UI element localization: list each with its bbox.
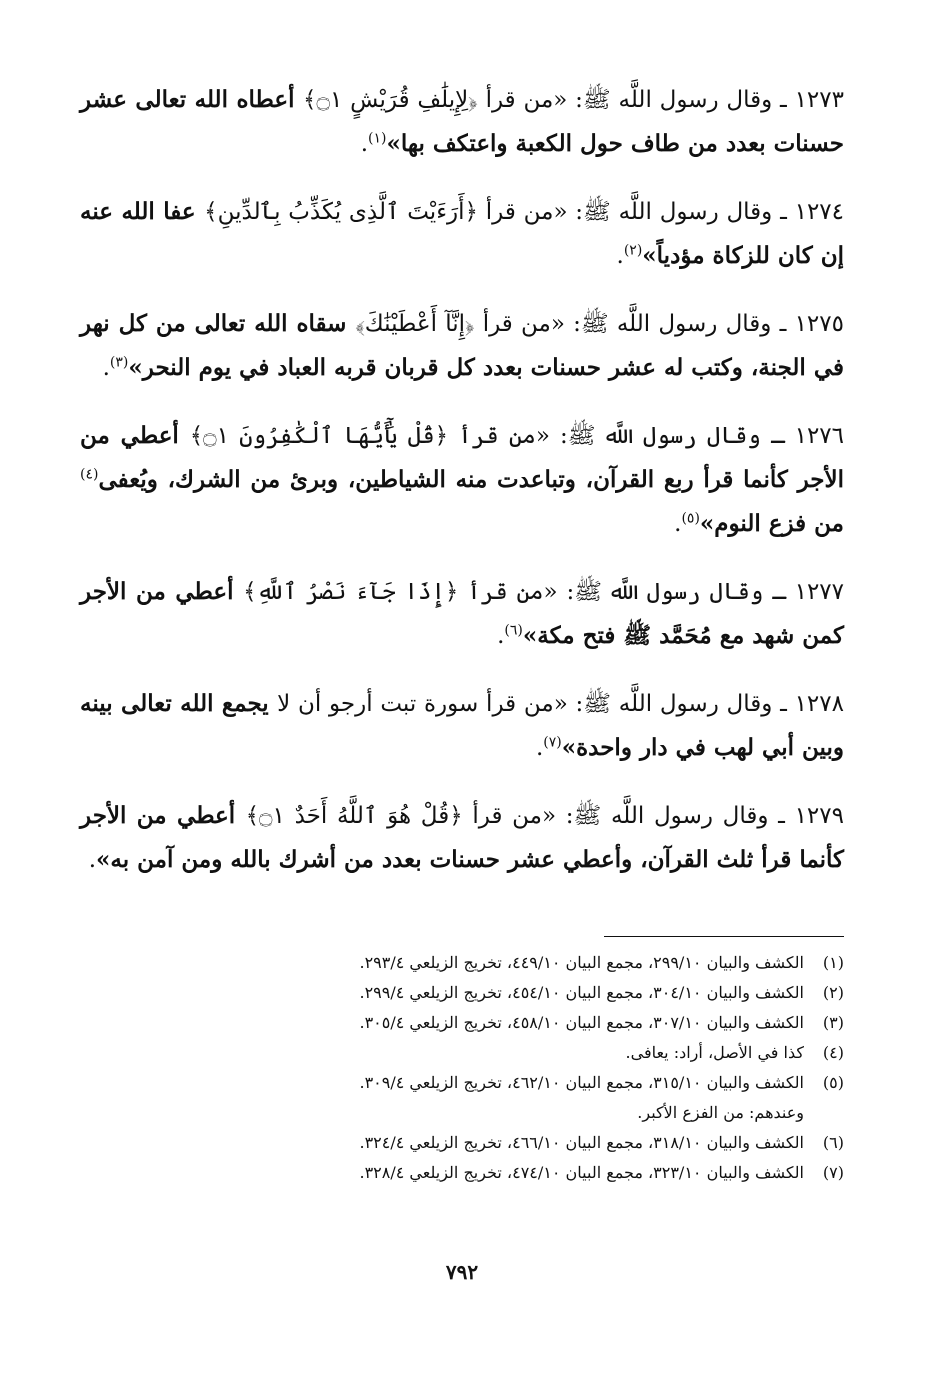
footnote-mark[interactable]: (٢) xyxy=(623,242,643,259)
entry-end: . xyxy=(360,131,368,157)
footnote-text: الكشف والبيان ٣١٨/١٠، مجمع البيان ٤٦٦/١٠، تخريج الزيلعي ٣٢٤/٤. xyxy=(359,1133,804,1152)
footnote-text: الكشف والبيان ٣٢٣/١٠، مجمع البيان ٤٧٤/١٠، تخريج الزيلعي ٣٢٨/٤. xyxy=(359,1163,804,1182)
entry-intro: ـ وقال رسول اللَّه ﷺ: «من قرأ ﴿إِنَّآ أَعْطَيْنَٰكَ﴾ xyxy=(355,311,795,337)
entry-body: أعطي من الأجر كمن شهد مع مُحَمَّد ﷺ فتح مكة» xyxy=(80,578,844,649)
entry-body: عفا الله عنه إن كان للزكاة مؤدياً» xyxy=(80,198,844,269)
hadith-entry-1277 xyxy=(80,570,844,658)
entry-body: سقاه الله تعالى من كل نهر في الجنة، وكتب له عشر حسنات بعدد كل قربان قربه العباد في يوم النحر» xyxy=(80,310,844,381)
entry-intro: ـ وقال رسول اللَّه ﷺ: «من قرأ سورة تبت أرجو أن لا xyxy=(277,691,795,717)
hadith-entry-1279 xyxy=(80,794,844,882)
entry-number: ١٢٧٧ xyxy=(794,579,845,605)
footnote-text: الكشف والبيان ٣٠٧/١٠، مجمع البيان ٤٥٨/١٠، تخريج الزيلعي ٣٠٥/٤. xyxy=(359,1013,804,1032)
entry-intro: ـ وقال رسول اللَّه ﷺ: «من قرأ ﴿أَرَءَيْتَ ٱلَّذِى يُكَذِّبُ بِٱلدِّينِ﴾ xyxy=(204,199,795,225)
footnote-7 xyxy=(80,1158,844,1188)
entry-number: ١٢٧٣ xyxy=(794,87,844,113)
footnote-number: (١) xyxy=(822,953,844,972)
hadith-entry-1273 xyxy=(80,78,844,166)
entry-intro: ـ وقال رسول اللَّه ﷺ: «من قرأ ﴿لِإِيلَٰفِ قُرَيْشٍ ۝١﴾ xyxy=(303,87,795,113)
hadith-entry-1276 xyxy=(80,414,844,546)
footnote-number: (٧) xyxy=(822,1163,844,1182)
footnote-number xyxy=(804,1098,844,1128)
entry-end: . xyxy=(616,243,624,269)
entry-end: . xyxy=(88,847,97,873)
footnote-number: (٢) xyxy=(822,983,844,1002)
entry-number: ١٢٧٥ xyxy=(794,311,844,337)
entry-number: ١٢٧٨ xyxy=(794,691,844,717)
footnote-2 xyxy=(80,978,844,1008)
footnote-mark[interactable]: (٣) xyxy=(109,354,129,371)
entry-body: أعطاه الله تعالى عشر حسنات بعدد من طاف حول الكعبة واعتكف بها» xyxy=(80,86,844,157)
entry-intro: ـ وقال رسول اللَّه ﷺ: «من قرأ ﴿قُلْ هُوَ ٱللَّهُ أَحَدٌ ۝١﴾ xyxy=(245,803,795,829)
footnotes xyxy=(80,948,844,1188)
footnote-mark[interactable]: (٦) xyxy=(504,622,523,639)
entry-intro: ـ وقال رسول اللَّه ﷺ: «من قرأ ﴿قُلْ يَٰٓأَيُّهَا ٱلْكَٰفِرُونَ ۝١﴾ xyxy=(189,423,795,449)
entry-end: . xyxy=(535,735,544,761)
entry-body: أعطي من الأجر كأنما قرأ ربع القرآن، وتباعدت منه الشياطين، وبرئ من الشرك، ويُعفى xyxy=(80,422,844,493)
footnote-4 xyxy=(80,1038,844,1068)
hadith-entry-1274 xyxy=(80,190,844,278)
footnote-1 xyxy=(80,948,844,978)
hadith-entry-1278 xyxy=(80,682,844,770)
footnote-3 xyxy=(80,1008,844,1038)
entry-body: أعطي من الأجر كأنما قرأ ثلث القرآن، وأعطي عشر حسنات بعدد من أشرك بالله ومن آمن به» xyxy=(80,802,844,873)
entry-end: . xyxy=(497,623,505,649)
footnote-5-continued xyxy=(80,1098,844,1128)
footnote-text: كذا في الأصل، أراد: يعافى. xyxy=(625,1043,804,1062)
footnote-divider xyxy=(604,936,844,937)
footnote-text: الكشف والبيان ٢٩٩/١٠، مجمع البيان ٤٤٩/١٠، تخريج الزيلعي ٢٩٣/٤. xyxy=(359,953,804,972)
footnote-number: (٤) xyxy=(822,1043,844,1062)
entry-intro: ـ وقال رسول اللَّه ﷺ: «من قرأ ﴿إِذَا جَآءَ نَصْرُ ٱللَّهِ﴾ xyxy=(243,579,795,605)
entry-body: يجمع الله تعالى بينه وبين أبي لهب في دار واحدة» xyxy=(80,690,844,761)
footnote-mark[interactable]: (٥) xyxy=(681,510,700,527)
footnote-number: (٣) xyxy=(822,1013,844,1032)
footnote-mark[interactable]: (٧) xyxy=(543,734,562,751)
footnote-mark[interactable]: (١) xyxy=(368,130,387,147)
entry-number: ١٢٧٦ xyxy=(794,423,845,449)
footnote-text: وعندهم: من الفزع الأكبر. xyxy=(637,1103,804,1122)
footnote-number: (٦) xyxy=(822,1133,844,1152)
hadith-entry-1275 xyxy=(80,302,844,390)
entry-number: ١٢٧٤ xyxy=(794,199,845,225)
entry-number: ١٢٧٩ xyxy=(794,803,844,829)
footnote-number: (٥) xyxy=(822,1073,844,1092)
footnote-6 xyxy=(80,1128,844,1158)
book-page xyxy=(80,78,844,1381)
footnote-mark[interactable]: (٤) xyxy=(80,466,99,483)
entry-end: . xyxy=(674,511,682,537)
footnote-text: الكشف والبيان ٣١٥/١٠، مجمع البيان ٤٦٢/١٠، تخريج الزيلعي ٣٠٩/٤. xyxy=(359,1073,804,1092)
footnote-text: الكشف والبيان ٣٠٤/١٠، مجمع البيان ٤٥٤/١٠، تخريج الزيلعي ٢٩٩/٤. xyxy=(359,983,804,1002)
entry-end: . xyxy=(102,355,110,381)
page-number: ٧٩٢ xyxy=(445,1260,479,1284)
entry-body-continued: من فزع النوم» xyxy=(699,510,844,537)
footnote-5 xyxy=(80,1068,844,1098)
